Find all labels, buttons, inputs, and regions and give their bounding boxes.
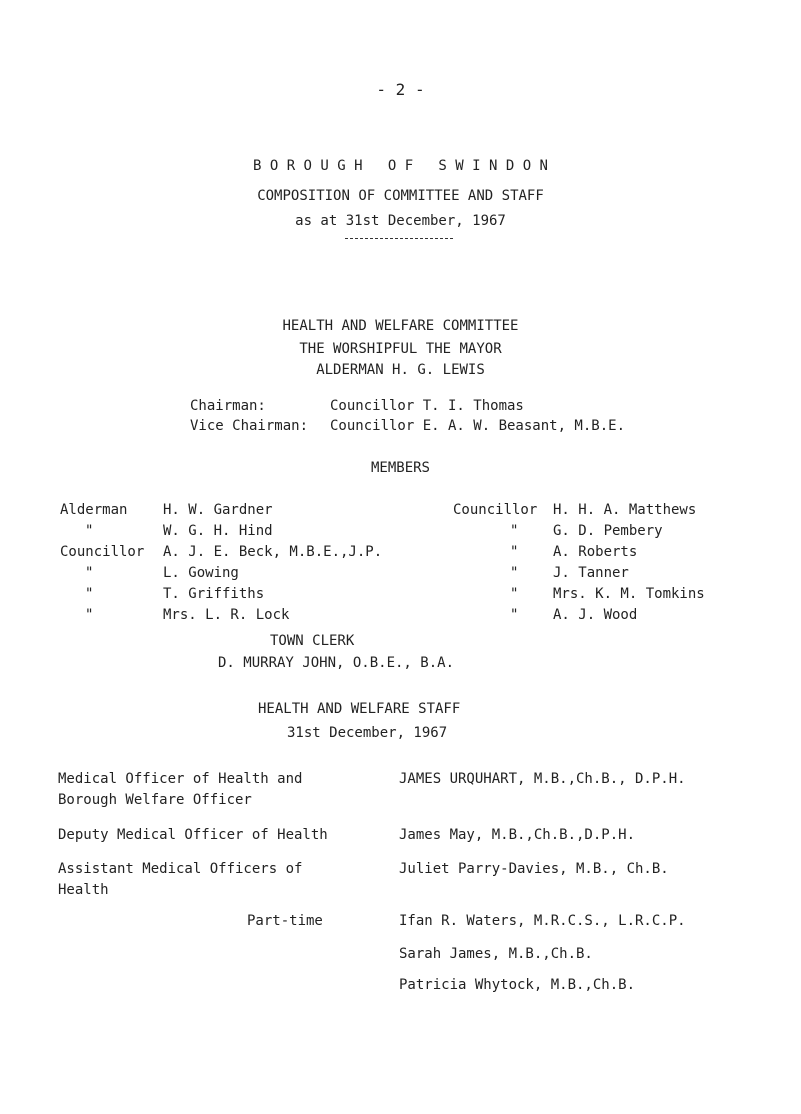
part-time-label: Part-time	[247, 913, 323, 929]
member-name: Mrs. K. M. Tomkins	[553, 586, 705, 602]
vice-chairman-label: Vice Chairman:	[190, 418, 309, 434]
staff-name: Sarah James, M.B.,Ch.B.	[399, 946, 593, 962]
member-name: H. W. Gardner	[163, 502, 273, 518]
member-title: "	[510, 523, 519, 539]
chairman-value: Councillor T. I. Thomas	[330, 398, 524, 414]
chairman-label: Chairman:	[190, 398, 266, 414]
member-title: "	[85, 523, 94, 539]
staff-role: Medical Officer of Health and	[58, 771, 303, 787]
committee-title: HEALTH AND WELFARE COMMITTEE	[282, 318, 519, 334]
member-name: A. J. E. Beck, M.B.E.,J.P.	[163, 544, 383, 560]
staff-date: 31st December, 1967	[287, 725, 448, 741]
staff-heading: HEALTH AND WELFARE STAFF	[258, 701, 461, 717]
staff-role: Assistant Medical Officers of	[58, 861, 303, 877]
staff-name: Ifan R. Waters, M.R.C.S., L.R.C.P.	[399, 913, 686, 929]
member-name: W. G. H. Hind	[163, 523, 273, 539]
date-line: as at 31st December, 1967	[295, 213, 506, 229]
member-name: L. Gowing	[163, 565, 239, 581]
borough-title: B O R O U G H O F S W I N D O N	[252, 158, 548, 174]
member-title: "	[85, 565, 94, 581]
member-title: "	[510, 565, 519, 581]
vice-chairman-value: Councillor E. A. W. Beasant, M.B.E.	[330, 418, 626, 434]
member-name: H. H. A. Matthews	[553, 502, 697, 518]
alderman-line: ALDERMAN H. G. LEWIS	[316, 362, 485, 378]
staff-name: Patricia Whytock, M.B.,Ch.B.	[399, 977, 636, 993]
member-title: "	[510, 607, 519, 623]
staff-role: Borough Welfare Officer	[58, 792, 252, 808]
mayor-line: THE WORSHIPFUL THE MAYOR	[299, 341, 502, 357]
member-name: T. Griffiths	[163, 586, 265, 602]
staff-name: James May, M.B.,Ch.B.,D.P.H.	[399, 827, 636, 843]
member-name: Mrs. L. R. Lock	[163, 607, 290, 623]
member-title: "	[85, 607, 94, 623]
member-name: J. Tanner	[553, 565, 629, 581]
divider	[345, 238, 453, 239]
member-title: "	[85, 586, 94, 602]
town-clerk-heading: TOWN CLERK	[270, 633, 355, 649]
member-name: G. D. Pembery	[553, 523, 663, 539]
staff-name: JAMES URQUHART, M.B.,Ch.B., D.P.H.	[399, 771, 686, 787]
member-title: "	[510, 544, 519, 560]
staff-name: Juliet Parry-Davies, M.B., Ch.B.	[399, 861, 669, 877]
member-name: A. Roberts	[553, 544, 638, 560]
document-subtitle: COMPOSITION OF COMMITTEE AND STAFF	[257, 188, 544, 204]
member-title: Alderman	[60, 502, 128, 518]
member-name: A. J. Wood	[553, 607, 638, 623]
member-title: Councillor	[453, 502, 538, 518]
town-clerk-name: D. MURRAY JOHN, O.B.E., B.A.	[218, 655, 455, 671]
staff-role: Deputy Medical Officer of Health	[58, 827, 328, 843]
members-heading: MEMBERS	[370, 460, 430, 476]
member-title: Councillor	[60, 544, 145, 560]
staff-role: Health	[58, 882, 109, 898]
page-number: - 2 -	[376, 80, 425, 99]
member-title: "	[510, 586, 519, 602]
